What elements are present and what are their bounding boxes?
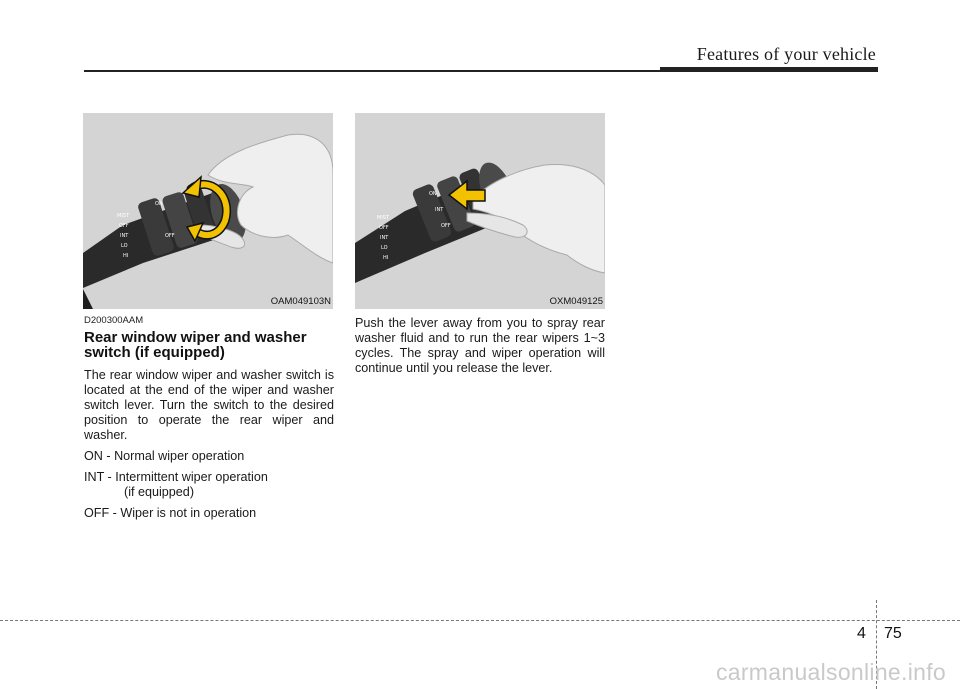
lever-label: INT (380, 235, 389, 241)
lever-label: ON (155, 201, 163, 207)
header-rule (84, 70, 878, 72)
list-item-int-text: INT - Intermittent wiper operation (84, 470, 268, 484)
footer-dashed-line (0, 620, 960, 621)
page-header-title: Features of your vehicle (696, 44, 876, 64)
lever-label: MIST (377, 215, 390, 221)
section-left-column (84, 315, 334, 521)
lever-label: HI (123, 253, 129, 259)
lever-label: OFF (119, 223, 129, 229)
lever-label: OFF (165, 233, 175, 239)
lever-label: LO (381, 245, 388, 251)
lever-label: MIST (117, 213, 130, 219)
figure-code: OXM049125 (549, 296, 603, 307)
list-item-on: ON - Normal wiper operation (84, 449, 245, 463)
chapter-number: 4 (857, 625, 866, 642)
lever-label: INT (435, 207, 444, 213)
list-item-int-sub: (if equipped) (124, 485, 195, 499)
figure-left (83, 113, 333, 309)
figure-right (355, 113, 605, 309)
section-code: D200300AAM (84, 315, 144, 326)
lever-label: ON (429, 191, 437, 197)
wiper-lever-push-illustration (355, 113, 605, 309)
section-intro: The rear window wiper and washer switch is located at the end of the wiper and washer switch lever. Turn the switch to the desired position to operate the rear wiper and washer. (84, 368, 334, 442)
section-title: Rear window wiper and washer switch (if equipped) (84, 329, 307, 361)
list-item-off: OFF - Wiper is not in operation (84, 506, 257, 520)
lever-label: HI (383, 255, 389, 261)
push-lever-text: Push the lever away from you to spray rear washer fluid and to run the rear wipers 1~3 cycles. The spray and wiper operation will continue until you release the lever. (355, 316, 605, 375)
watermark-link[interactable]: carmanualsonline.info (715, 659, 946, 685)
wiper-lever-rotate-illustration (83, 113, 333, 309)
page-number: 75 (884, 625, 902, 642)
figure-code: OAM049103N (270, 296, 331, 307)
list-item-int (84, 470, 334, 500)
lever-label: INT (120, 233, 129, 239)
section-right-column (355, 316, 605, 376)
lever-label: OFF (379, 225, 389, 231)
lever-label: LO (121, 243, 128, 249)
lever-label: OFF (441, 223, 451, 229)
